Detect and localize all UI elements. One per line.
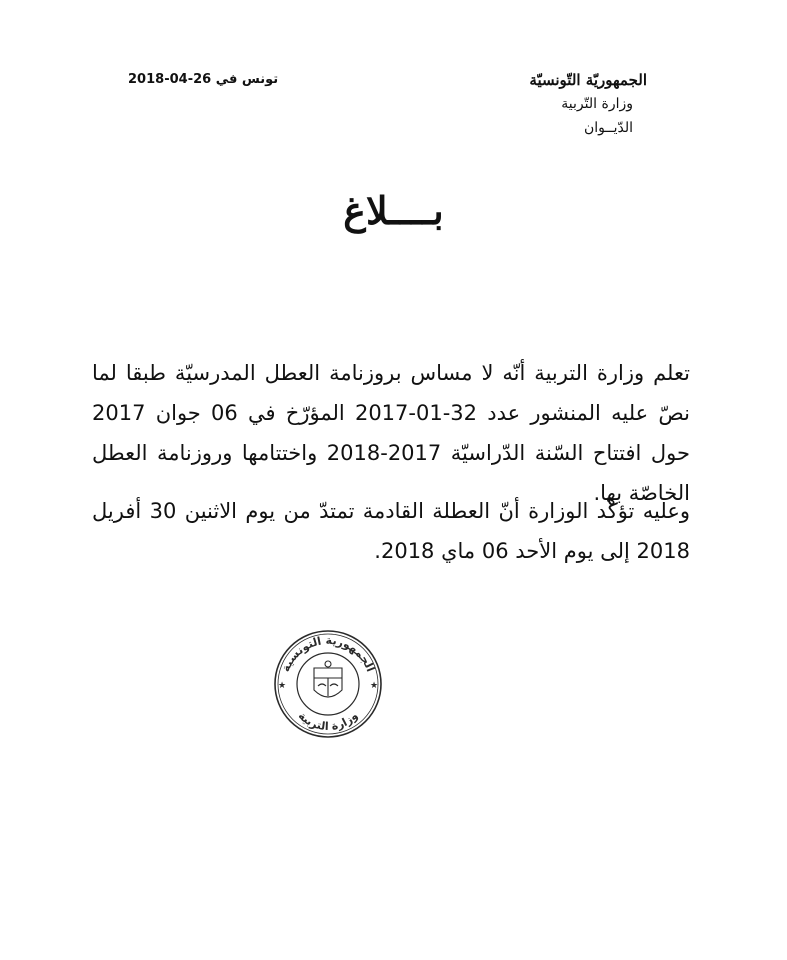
issuer-header (427, 68, 647, 140)
seal-ring-text-bottom: وزارة التربية (295, 709, 361, 734)
official-seal-stamp (272, 628, 384, 740)
svg-text:وزارة التربية (296, 709, 361, 733)
place-date: تونس في 26-04-2018 (128, 72, 279, 87)
body-paragraph-1: تعلم وزارة التربية أنّه لا مساس بروزنامة العطل المدرسيّة طبقا لما نصّ عليه المنشور عدد 32-01-2017 المؤرّخ في 06 جوان 2017 حول افتتاح السّنة الدّراسيّة 2017-2018 واختتامها وروزنامة العطل الخاصّة بها. (92, 361, 690, 505)
issuer-ministry: وزارة التّربية (561, 96, 633, 112)
seal-ring-text-top: الجمهورية التونسية (278, 633, 378, 674)
body-paragraph-2: وعليه تؤكّد الوزارة أنّ العطلة القادمة تمتدّ من يوم الاثنين 30 أفريل 2018 إلى يوم الأحد 06 ماي 2018. (92, 499, 690, 563)
coat-of-arms-icon (314, 661, 342, 697)
issuer-office: الدّيــوان (583, 120, 633, 136)
seal-star-left-icon: ★ (278, 681, 287, 691)
seal-star-right-icon: ★ (370, 681, 379, 691)
document-title: بــــلاغ (343, 188, 444, 233)
issuer-republic: الجمهوريّة التّونسيّة (529, 71, 647, 89)
